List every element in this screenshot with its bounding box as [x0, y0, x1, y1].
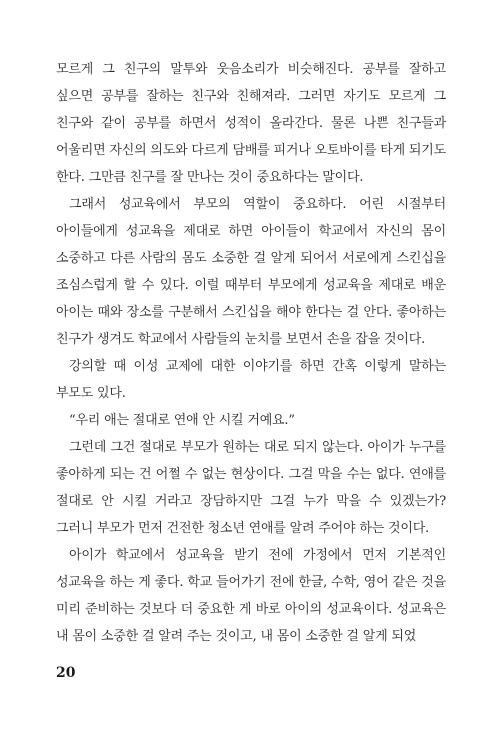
paragraph-3: 강의할 때 이성 교제에 대한 이야기를 하면 간혹 이렇게 말하는 부모도 있다. — [56, 359, 446, 401]
body-text — [56, 56, 446, 650]
paragraph-1: 모르게 그 친구의 말투와 웃음소리가 비슷해진다. 공부를 잘하고 싶으면 공부를 잘하는 친구와 친해져라. 그러면 자기도 모르게 그 친구와 같이 공부를 하면서 성적이 올라간다. 물론 나쁜 친구들과 어울리면 자신의 의도와 다르게 담배를 피거나 오토바이를 타게 되기도 한다. 그만큼 친구를 잘 만나는 것이 중요하다는 말이다. — [56, 62, 446, 185]
paragraph-2: 그래서 성교육에서 부모의 역할이 중요하다. 어린 시절부터 아이들에게 성교육을 제대로 하면 아이들이 학교에서 자신의 몸이 소중하고 다른 사람의 몸도 소중한 걸 알게 되어서 서로에게 스킨십을 조심스럽게 할 수 있다. 이럴 때부터 부모에게 성교육을 제대로 배운 아이는 때와 장소를 구분해서 스킨십을 해야 한다는 걸 안다. 좋아하는 친구가 생겨도 학교에서 사람들의 눈치를 보면서 손을 잡을 것이다. — [56, 197, 446, 347]
page-number: 20 — [56, 665, 76, 681]
paragraph-6: 아이가 학교에서 성교육을 받기 전에 가정에서 먼저 기본적인 성교육을 하는 게 좋다. 학교 들어가기 전에 한글, 수학, 영어 같은 것을 미리 준비하는 것보다 더 중요한 게 바로 아이의 성교육이다. 성교육은 내 몸이 소중한 걸 알려 주는 것이고, 내 몸이 소중한 걸 알게 되었 — [56, 548, 446, 644]
paragraph-5: 그런데 그건 절대로 부모가 원하는 대로 되지 않는다. 아이가 누구를 좋아하게 되는 건 어쩔 수 없는 현상이다. 그걸 막을 수는 없다. 연애를 절대로 안 시킬 거라고 장담하지만 그걸 누가 막을 수 있겠는가? 그러니 부모가 먼저 건전한 청소년 연애를 알려 주어야 하는 것이다. — [56, 440, 446, 536]
paragraph-4-quote: “우리 애는 절대로 연애 안 시킬 거예요.” — [69, 413, 295, 428]
